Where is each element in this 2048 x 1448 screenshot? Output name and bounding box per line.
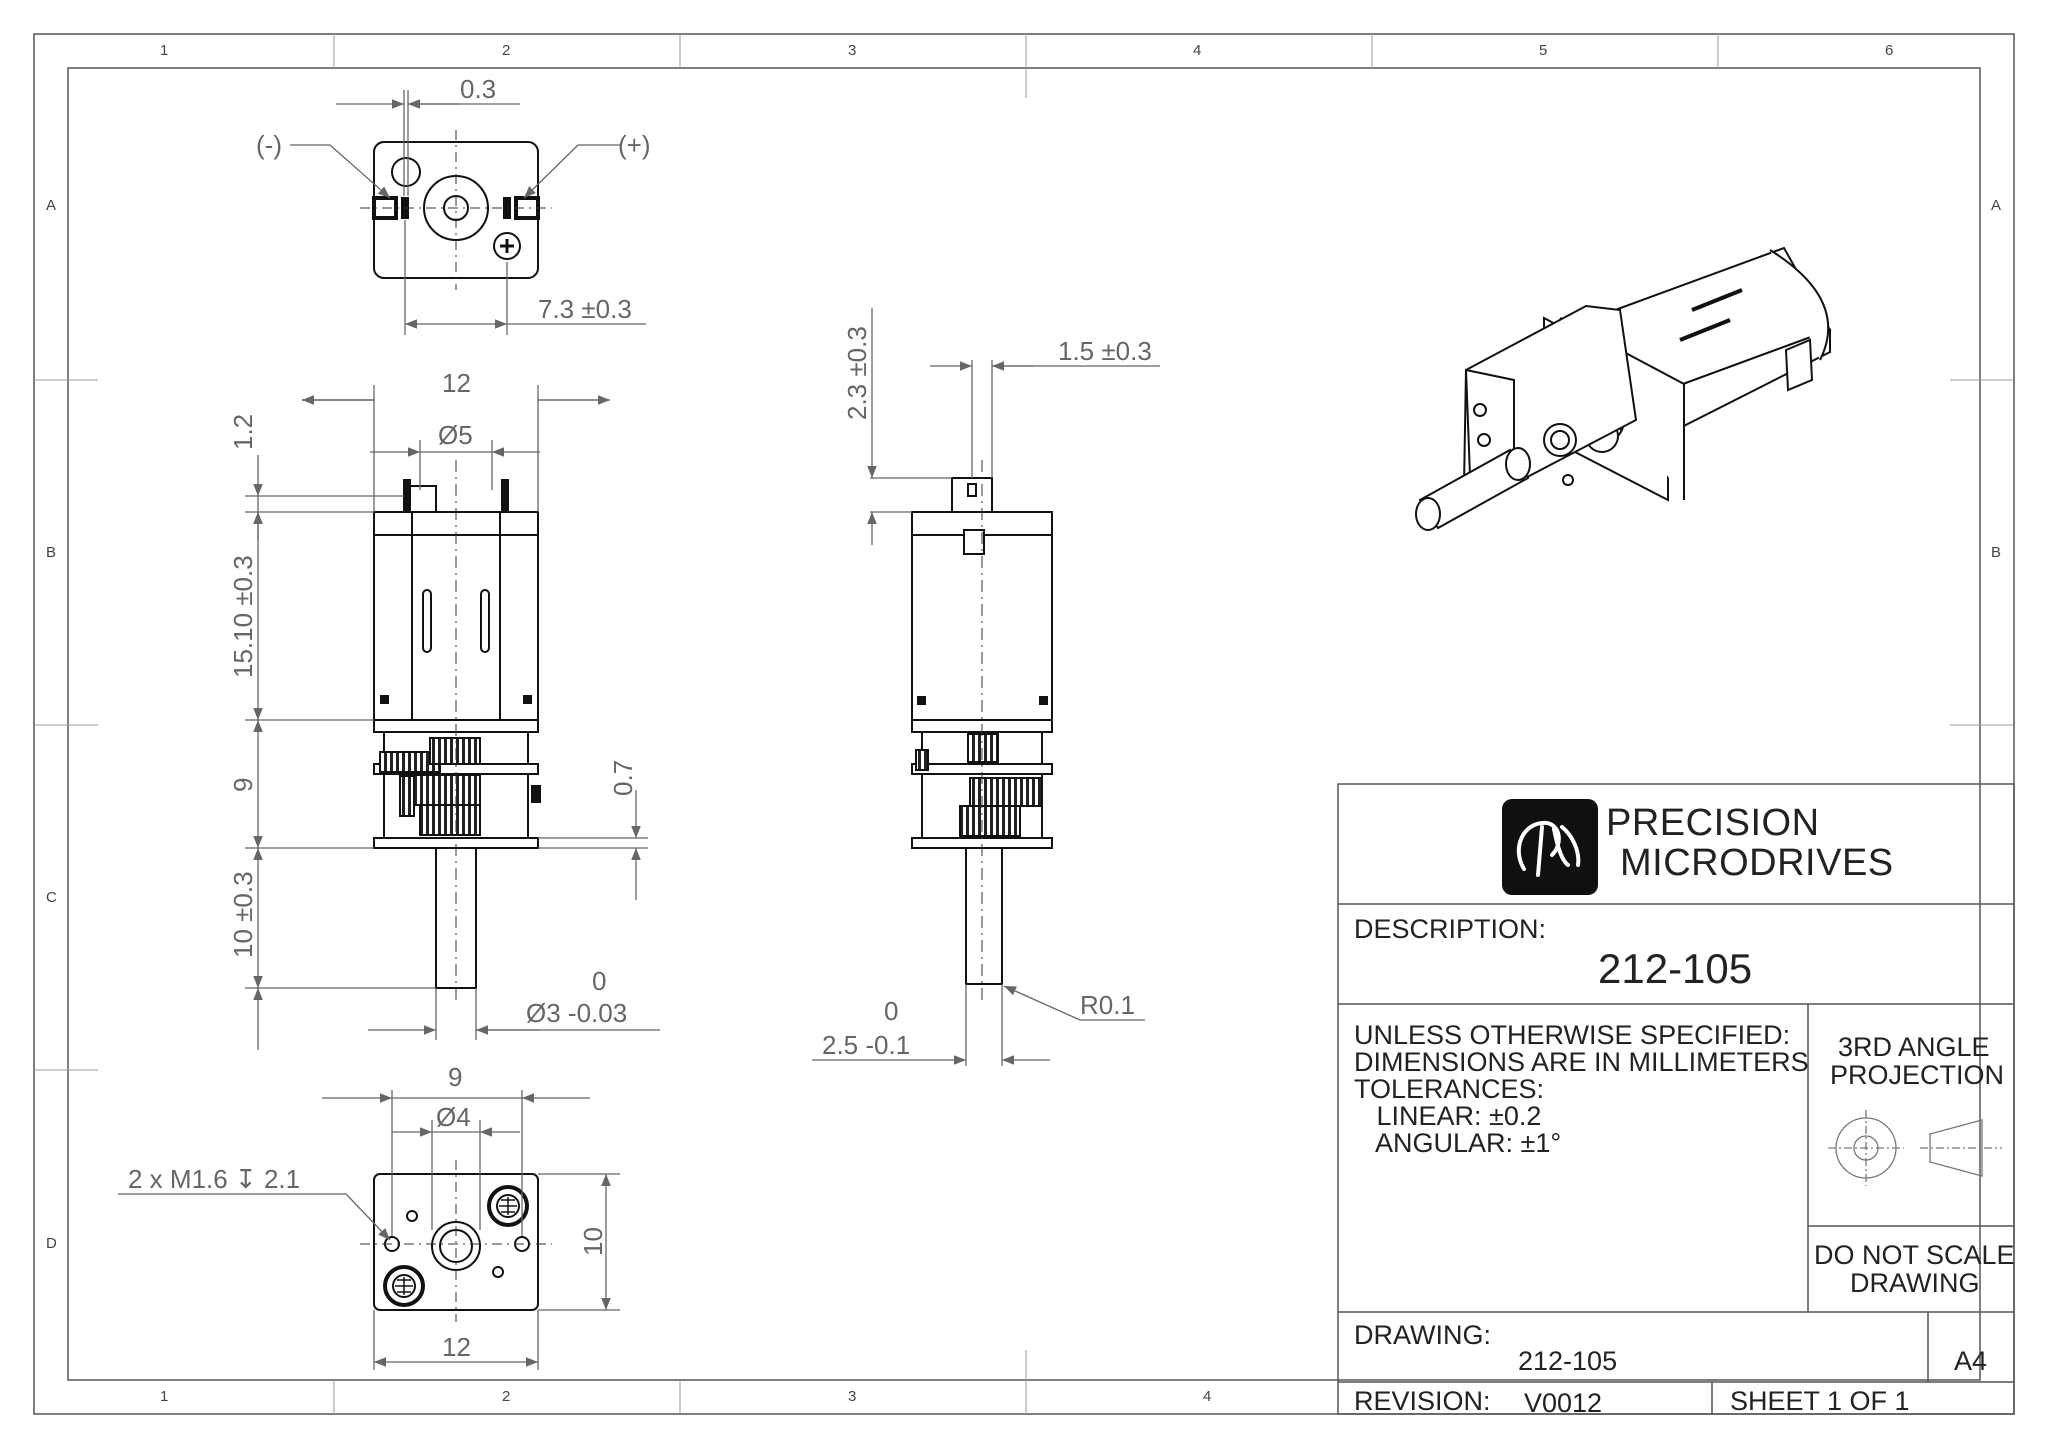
zone-col-6-top: 6 bbox=[1885, 42, 1894, 59]
revision-value: V0012 bbox=[1524, 1388, 1603, 1418]
dim-shaft-tol-upper: 0 bbox=[592, 966, 607, 996]
note-line: TOLERANCES: bbox=[1354, 1074, 1545, 1104]
drawing-label: DRAWING: bbox=[1354, 1320, 1491, 1350]
dim-terminal-spacing: 7.3 ±0.3 bbox=[538, 294, 632, 324]
dim-shaft-length: 10 ±0.3 bbox=[228, 871, 258, 958]
zone-row-b-left: B bbox=[46, 544, 57, 561]
note-line: ANGULAR: ±1° bbox=[1354, 1128, 1562, 1158]
zone-row-a-right: A bbox=[1991, 197, 2002, 214]
scale-warning-line2: DRAWING bbox=[1850, 1268, 1980, 1298]
general-notes bbox=[1354, 1022, 1809, 1157]
label-negative-terminal: (-) bbox=[256, 130, 282, 160]
front-view bbox=[374, 460, 540, 1000]
revision-label: REVISION: bbox=[1354, 1386, 1491, 1416]
zone-col-4-top: 4 bbox=[1193, 42, 1202, 59]
label-positive-terminal: (+) bbox=[618, 130, 651, 160]
dim-terminal-gap: 0.3 bbox=[460, 74, 497, 104]
zone-col-2-bottom: 2 bbox=[502, 1388, 511, 1405]
zone-col-4-bottom: 4 bbox=[1203, 1388, 1212, 1405]
top-view bbox=[360, 130, 552, 290]
company-logo bbox=[1502, 799, 1598, 895]
sheet-number: SHEET 1 OF 1 bbox=[1730, 1386, 1910, 1416]
zone-col-3-bottom: 3 bbox=[848, 1388, 857, 1405]
zone-col-5-top: 5 bbox=[1539, 42, 1548, 59]
dim-shaft-radius: R0.1 bbox=[1080, 990, 1135, 1020]
dim-mount-hole-spacing: 9 bbox=[448, 1062, 463, 1092]
dim-terminal-height: 1.2 bbox=[228, 413, 258, 450]
scale-warning-line1: DO NOT SCALE bbox=[1814, 1240, 2015, 1270]
description-label: DESCRIPTION: bbox=[1354, 914, 1547, 944]
dim-plate-width: 12 bbox=[442, 1332, 471, 1362]
description-value: 212-105 bbox=[1598, 945, 1753, 992]
isometric-view bbox=[1416, 248, 1830, 530]
dim-body-width: 12 bbox=[442, 368, 471, 398]
zone-col-1-top: 1 bbox=[160, 42, 169, 59]
dim-shaft-diameter: Ø3 -0.03 bbox=[526, 998, 628, 1028]
note-line: DIMENSIONS ARE IN MILLIMETERS bbox=[1354, 1047, 1809, 1077]
note-line: UNLESS OTHERWISE SPECIFIED: bbox=[1354, 1020, 1791, 1050]
dim-thread-callout: 2 x M1.6 ↧ 2.1 bbox=[128, 1164, 301, 1194]
note-line: LINEAR: ±0.2 bbox=[1354, 1101, 1542, 1131]
projection-label-line2: PROJECTION bbox=[1830, 1060, 2005, 1090]
dim-shaft-flat: 2.5 -0.1 bbox=[822, 1030, 911, 1060]
dim-flat-tol-upper: 0 bbox=[884, 996, 899, 1026]
zone-col-3-top: 3 bbox=[848, 42, 857, 59]
dim-boss-diameter: Ø5 bbox=[438, 420, 473, 450]
side-view bbox=[912, 460, 1052, 1000]
dim-side-terminal-width: 1.5 ±0.3 bbox=[1058, 336, 1152, 366]
dim-body-length: 15.10 ±0.3 bbox=[228, 555, 258, 678]
bottom-view-dims bbox=[118, 1090, 620, 1370]
zone-row-c-left: C bbox=[46, 889, 57, 906]
projection-symbol bbox=[1828, 1110, 2002, 1186]
dim-side-terminal-height: 2.3 ±0.3 bbox=[842, 326, 872, 420]
dim-bottom-boss-diameter: Ø4 bbox=[436, 1102, 471, 1132]
zone-row-b-right: B bbox=[1991, 544, 2002, 561]
zone-col-2-top: 2 bbox=[502, 42, 511, 59]
bottom-view bbox=[360, 1160, 552, 1322]
zone-row-d-left: D bbox=[46, 1235, 57, 1252]
dim-plate-height: 10 bbox=[578, 1227, 608, 1256]
drawing-number: 212-105 bbox=[1518, 1346, 1618, 1376]
dim-gearbox-length: 9 bbox=[228, 777, 258, 792]
zone-col-1-bottom: 1 bbox=[160, 1388, 169, 1405]
zone-row-a-left: A bbox=[46, 197, 57, 214]
dim-plate-thickness: 0.7 bbox=[608, 759, 638, 796]
brand-name-line2: MICRODRIVES bbox=[1620, 842, 1894, 884]
sheet-size: A4 bbox=[1954, 1346, 1988, 1376]
brand-name-line1: PRECISION bbox=[1606, 802, 1820, 844]
projection-label-line1: 3RD ANGLE bbox=[1838, 1032, 1990, 1062]
